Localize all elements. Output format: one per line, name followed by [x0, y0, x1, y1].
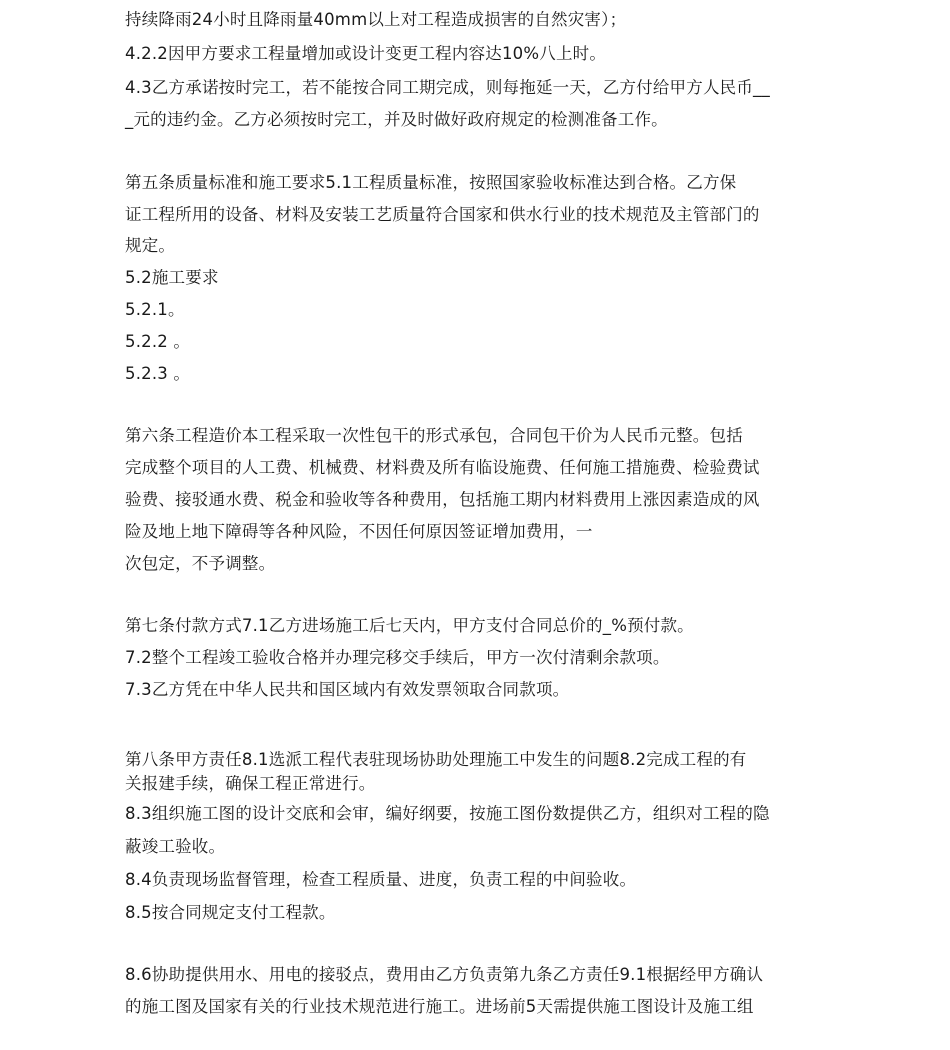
text-line: 完成整个项目的人工费、机械费、材料费及所有临设施费、任何施工措施费、检验费试 [125, 458, 760, 477]
text-line: 5.2.2 。 [125, 332, 191, 351]
text-line: 8.6协助提供用水、用电的接驳点，费用由乙方负责第九条乙方责任9.1根据经甲方确认 [125, 965, 764, 984]
text-line: 次包定，不予调整。 [125, 554, 276, 573]
text-line: 第五条质量标准和施工要求5.1工程质量标准，按照国家验收标准达到合格。乙方保 [125, 173, 737, 192]
text-line: 的施工图及国家有关的行业技术规范进行施工。进场前5天需提供施工图设计及施工组 [125, 997, 754, 1016]
text-line: 7.3乙方凭在中华人民共和国区域内有效发票领取合同款项。 [125, 680, 570, 699]
text-line: 第六条工程造价本工程采取一次性包干的形式承包，合同包干价为人民币元整。包括 [125, 426, 743, 445]
text-line: 5.2施工要求 [125, 268, 219, 287]
text-line: 8.4负责现场监督管理，检查工程质量、进度，负责工程的中间验收。 [125, 870, 637, 889]
text-line: 证工程所用的设备、材料及安装工艺质量符合国家和供水行业的技术规范及主管部门的 [125, 205, 760, 224]
text-line: 8.5按合同规定支付工程款。 [125, 903, 336, 922]
text-line: 5.2.1。 [125, 300, 185, 319]
text-line: 5.2.3 。 [125, 364, 191, 383]
text-line: 第八条甲方责任8.1选派工程代表驻现场协助处理施工中发生的问题8.2完成工程的有 [125, 750, 747, 769]
text-line: _元的违约金。乙方必须按时完工，并及时做好政府规定的检测准备工作。 [125, 110, 668, 129]
text-line: 规定。 [125, 236, 176, 255]
text-line: 第七条付款方式7.1乙方进场施工后七天内，甲方支付合同总价的_%预付款。 [125, 616, 694, 635]
text-line: 险及地上地下障碍等各种风险，不因任何原因签证增加费用，一 [125, 522, 593, 541]
text-line: 关报建手续，确保工程正常进行。 [125, 774, 376, 793]
text-line: 蔽竣工验收。 [125, 837, 226, 856]
text-line: 验费、接驳通水费、税金和验收等各种费用，包括施工期内材料费用上涨因素造成的风 [125, 490, 760, 509]
text-line: 7.2整个工程竣工验收合格并办理完移交手续后，甲方一次付清剩余款项。 [125, 648, 670, 667]
text-line: 4.3乙方承诺按时完工，若不能按合同工期完成，则每拖延一天，乙方付给甲方人民币__ [125, 78, 770, 97]
text-line: 8.3组织施工图的设计交底和会审，编好纲要，按施工图份数提供乙方，组织对工程的隐 [125, 804, 770, 823]
text-line: 持续降雨24小时且降雨量40mm以上对工程造成损害的自然灾害）； [125, 10, 627, 29]
text-line: 4.2.2因甲方要求工程量增加或设计变更工程内容达10%八上时。 [125, 44, 607, 63]
